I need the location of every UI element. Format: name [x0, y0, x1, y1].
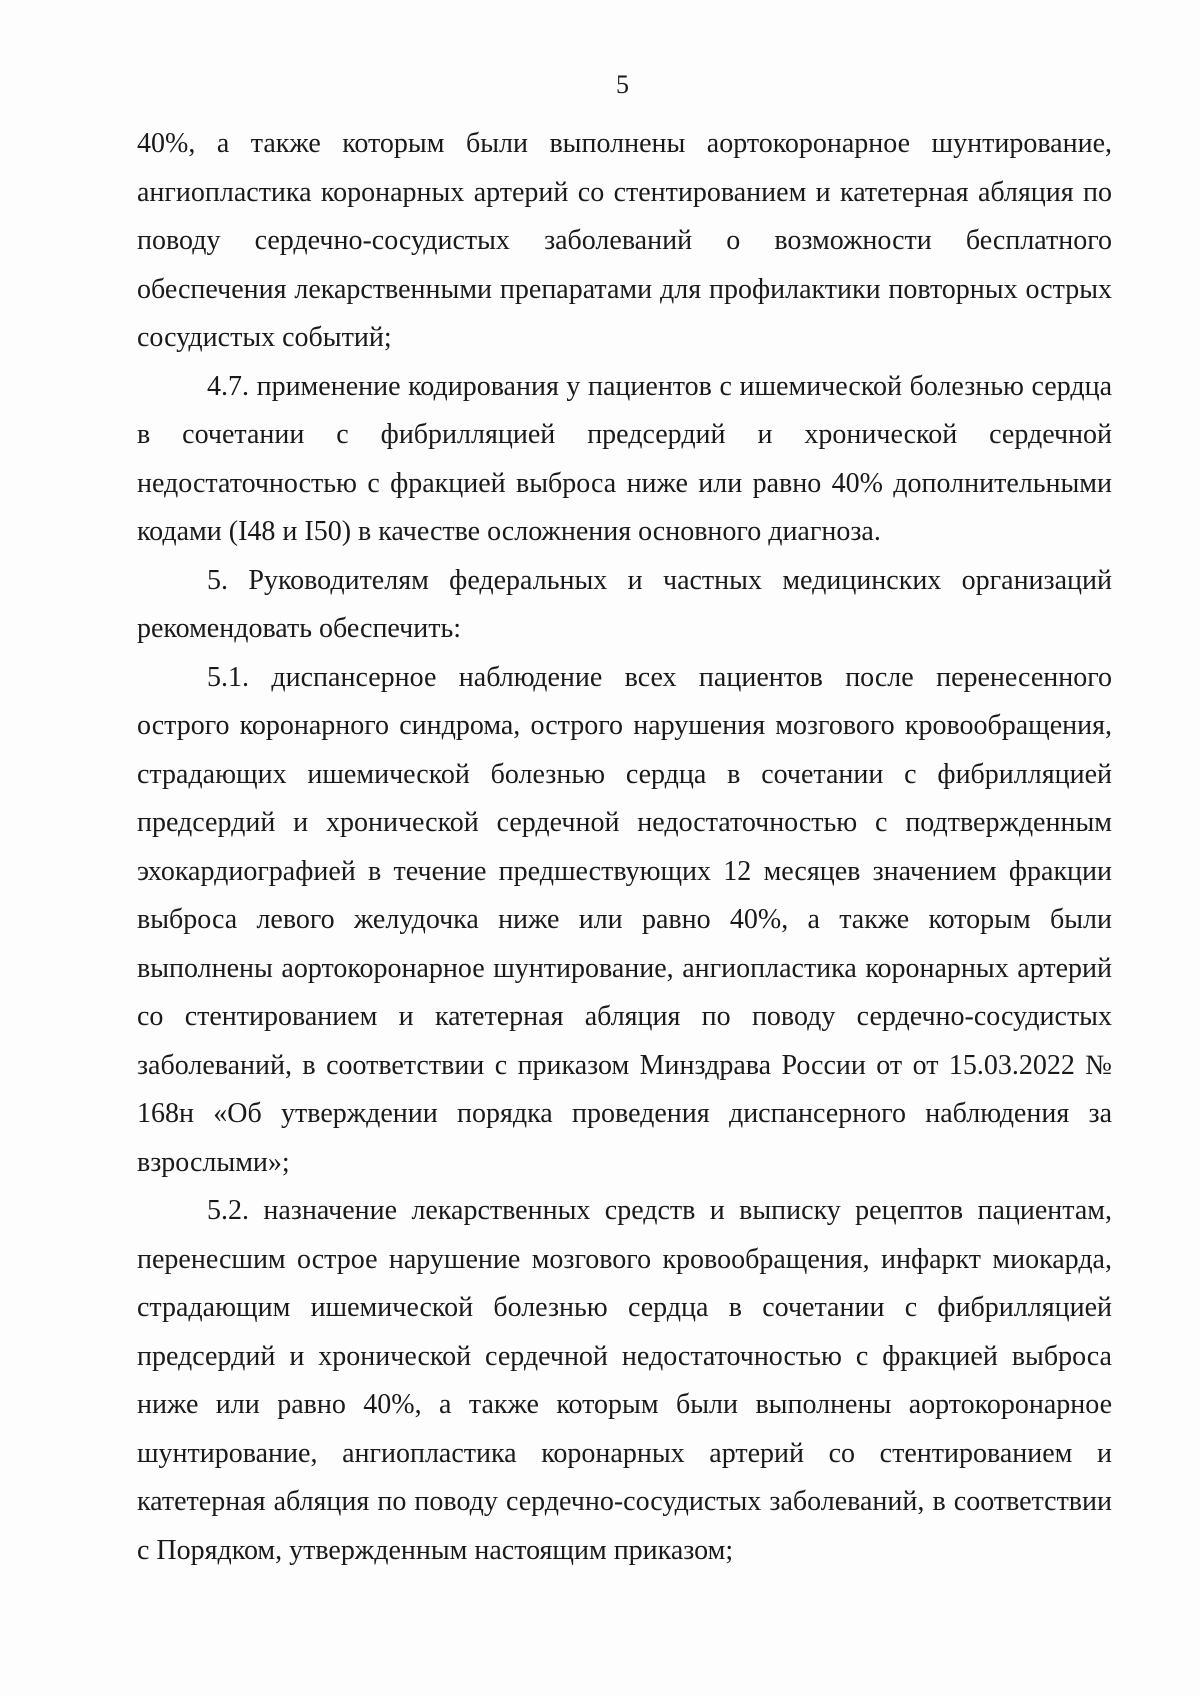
- page-number: 5: [616, 70, 629, 99]
- paragraph-item-4-7: 4.7. применение кодирования у пациентов с ишемической болезнью сердца в сочетании с фибрилляцией предсердий и хронической сердечной недостаточностью с фракцией выброса ниже или равно 40% дополнительными кодами (I48 и I50) в качестве осложнения основного диагноза.: [137, 370, 1112, 547]
- paragraph-item-5: 5. Руководителям федеральных и частных медицинских организаций рекомендовать обеспечить:: [137, 564, 1112, 644]
- paragraph-item-5-1: 5.1. диспансерное наблюдение всех пациентов после перенесенного острого коронарного синдрома, острого нарушения мозгового кровообращения, страдающих ишемической болезнью сердца в сочетании с фибрилляцией предсердий и хронической сердечной недостаточностью с подтвержденным эхокардиографией в течение предшествующих 12 месяцев значением фракции выброса левого желудочка ниже или равно 40%, а также которым были выполнены аортокоронарное шунтирование, ангиопластика коронарных артерий со стентированием и катетерная абляция по поводу сердечно-сосудистых заболеваний, в соответствии с приказом Минздрава России от от 15.03.2022 № 168н «Об утверждении порядка проведения диспансерного наблюдения за взрослыми»;: [137, 661, 1112, 1178]
- paragraph-item-5-2: 5.2. назначение лекарственных средств и выписку рецептов пациентам, перенесшим острое нарушение мозгового кровообращения, инфаркт миокарда, страдающим ишемической болезнью сердца в сочетании с фибрилляцией предсердий и хронической сердечной недостаточностью с фракцией выброса ниже или равно 40%, а также которым были выполнены аортокоронарное шунтирование, ангиопластика коронарных артерий со стентированием и катетерная абляция по поводу сердечно-сосудистых заболеваний, в соответствии с Порядком, утвержденным настоящим приказом;: [137, 1195, 1112, 1566]
- paragraph-continuation: 40%, а также которым были выполнены аортокоронарное шунтирование, ангиопластика коронарных артерий со стентированием и катетерная абляция по поводу сердечно-сосудистых заболеваний о возможности бесплатного обеспечения лекарственными препаратами для профилактики повторных острых сосудистых событий;: [137, 128, 1112, 353]
- document-body: [137, 120, 1112, 1575]
